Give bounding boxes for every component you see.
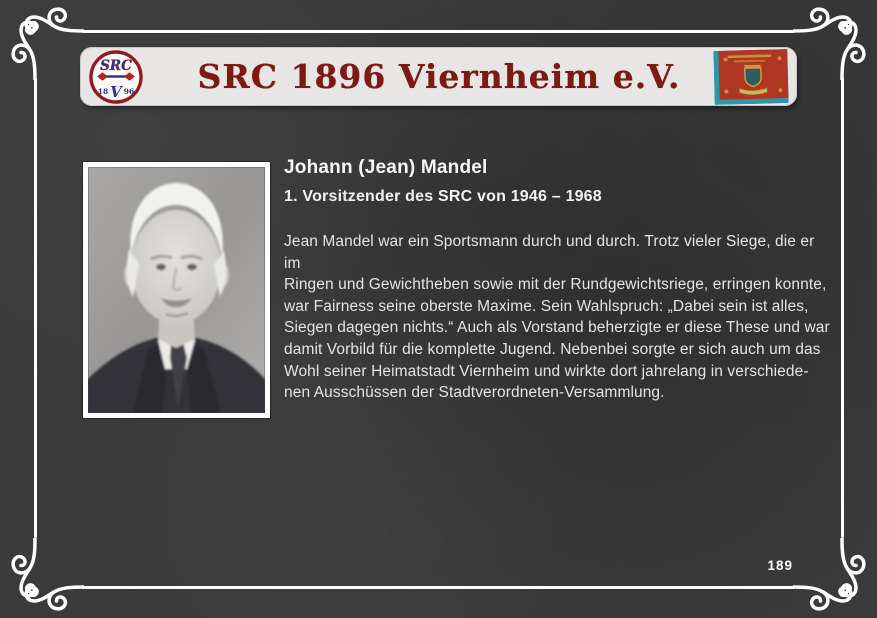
biography-line: nen Ausschüssen der Stadtverordneten-Versammlung. — [284, 384, 665, 402]
member-name: Johann (Jean) Mandel — [284, 157, 488, 178]
biography-line: Wohl seiner Heimatstadt Viernheim und wirkte dort jahrelang in verschiede- — [284, 362, 809, 380]
frame-line-bottom — [82, 586, 795, 589]
biography-line: Ringen und Gewichtheben sowie mit der Rundgewichtsriege, erringen konnte, — [284, 276, 827, 294]
svg-text:V: V — [110, 82, 122, 101]
banner-title: SRC 1896 Viernheim e.V. — [197, 57, 681, 96]
frame-line-top — [82, 30, 795, 33]
biography-line: Jean Mandel war ein Sportsmann durch und durch. Trotz vieler Siege, die er im — [284, 233, 815, 272]
portrait-photo — [83, 162, 270, 418]
club-logo-icon — [88, 49, 144, 105]
corner-flourish-bottom-left — [4, 538, 84, 618]
page-number: 189 — [767, 558, 793, 573]
club-flag-image — [713, 49, 788, 105]
header-banner — [80, 47, 797, 106]
corner-flourish-bottom-right — [793, 538, 873, 618]
corner-flourish-top-left — [4, 0, 84, 80]
svg-text:SRC: SRC — [100, 57, 132, 74]
biography-paragraph — [284, 231, 832, 404]
biography-line: Siegen dagegen nichts.“ Auch als Vorstand beherzigte er diese These und war — [284, 319, 830, 337]
biography-line: war Fairness seine oberste Maxime. Sein Wahlspruch: „Dabei sein ist alles, — [284, 297, 809, 315]
frame-line-right — [841, 78, 844, 538]
svg-text:18: 18 — [97, 86, 109, 96]
member-role: 1. Vorsitzender des SRC von 1946 – 1968 — [284, 188, 602, 205]
biography-line: damit Vorbild für die komplette Jugend. Nebenbei sorgte er sich auch um das — [284, 340, 821, 358]
svg-text:96: 96 — [123, 86, 135, 96]
corner-flourish-top-right — [793, 0, 873, 80]
frame-line-left — [34, 78, 37, 538]
